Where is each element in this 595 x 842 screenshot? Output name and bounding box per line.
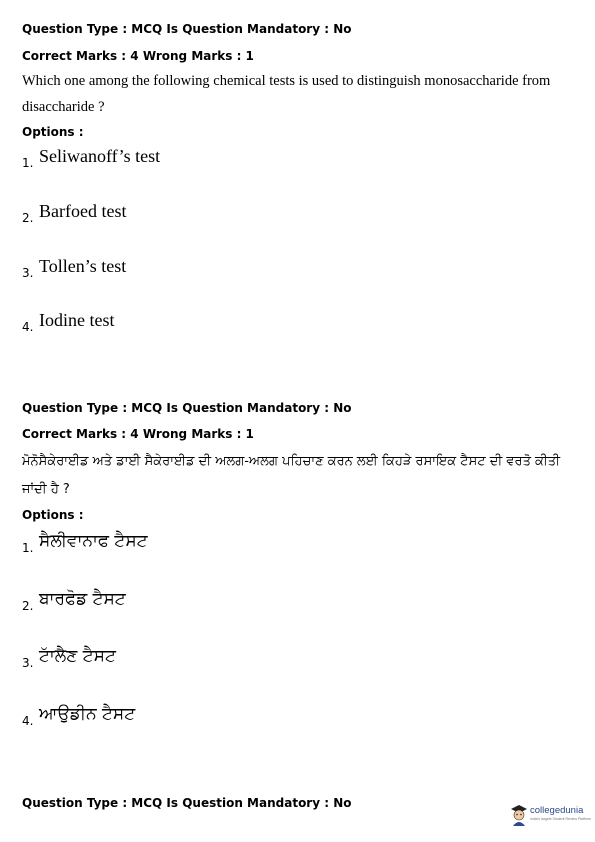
question-type-line: Question Type : MCQ Is Question Mandatory : No xyxy=(22,22,352,36)
marks-line: Correct Marks : 4 Wrong Marks : 1 xyxy=(22,49,254,63)
question-type-line: Question Type : MCQ Is Question Mandatory : No xyxy=(22,401,352,415)
option-number: 4. xyxy=(22,714,34,728)
question-text-line: Which one among the following chemical tests is used to distinguish monosaccharide from xyxy=(22,73,551,89)
marks-line: Correct Marks : 4 Wrong Marks : 1 xyxy=(22,427,254,441)
options-label: Options : xyxy=(22,508,84,522)
question-type-line: Question Type : MCQ Is Question Mandatory : No xyxy=(22,796,352,810)
option-text: Seliwanoff’s test xyxy=(39,146,161,166)
option-text: Tollen’s test xyxy=(39,256,127,276)
option-number: 4. xyxy=(22,320,34,334)
option-text: Iodine test xyxy=(39,310,115,330)
option-number: 3. xyxy=(22,266,34,280)
option-number: 2. xyxy=(22,211,34,225)
option-number: 2. xyxy=(22,599,34,613)
student-mascot-icon xyxy=(510,803,528,827)
logo-tagline: India's largest Student Review Platform xyxy=(530,817,591,821)
option-number: 1. xyxy=(22,156,34,170)
option-text: ਆਉਡੀਨ ਟੈਸਟ xyxy=(39,704,136,724)
question-text-line: ਜਾਂਦੀ ਹੈ ? xyxy=(22,482,70,497)
option-number: 3. xyxy=(22,656,34,670)
option-text: Barfoed test xyxy=(39,201,127,221)
option-number: 1. xyxy=(22,541,34,555)
option-text: ਟਾੱਲੈਣ ਟੈਸਟ xyxy=(39,646,116,666)
collegedunia-logo xyxy=(510,802,590,830)
option-text: ਬਾਰਫੋਡ ਟੈਸਟ xyxy=(39,589,126,609)
option-text: ਸੈਲੀਵਾਨਾਫ ਟੈਸਟ xyxy=(39,531,148,551)
options-label: Options : xyxy=(22,125,84,139)
logo-wordmark: collegedunia xyxy=(530,805,584,816)
question-text-line: disaccharide ? xyxy=(22,99,105,115)
question-text-line: ਮੋਨੋਸੈਕੇਰਾਈਡ ਅਤੇ ਡਾਈ ਸੈਕੇਰਾਈਡ ਦੀ ਅਲਗ-ਅਲਗ ਪਹਿਚਾਣ ਕਰਨ ਲਈ ਕਿਹੜੇ ਰਸਾਇਕ ਟੈਸਟ ਦੀ ਵਰਤੋ ਕੀਤੀ xyxy=(22,454,561,469)
